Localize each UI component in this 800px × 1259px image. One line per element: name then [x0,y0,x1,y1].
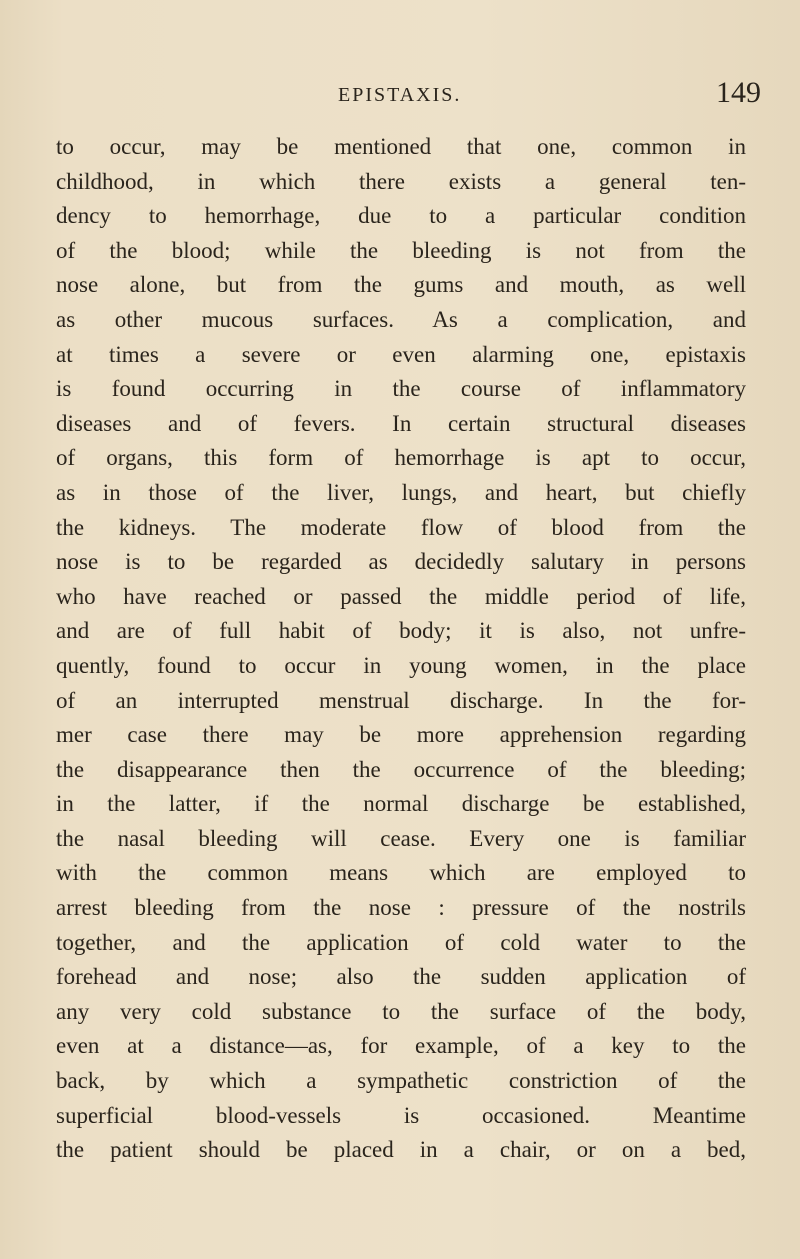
text-line: of organs, this form of hemorrhage is apt to occur, [56,445,746,471]
page-header [0,76,800,116]
page-number: 149 [716,76,761,109]
text-line: as other mucous surfaces. As a complication, and [56,306,746,332]
text-line: the patient should be placed in a chair, or on a bed, [56,1137,746,1163]
text-line: even at a distance—as, for example, of a key to the [56,1033,746,1059]
text-line: back, by which a sympathetic constriction of the [56,1068,746,1094]
text-line: nose alone, but from the gums and mouth, as well [56,272,746,298]
text-line: of an interrupted menstrual discharge. In the for- [56,687,746,713]
text-line: mer case there may be more apprehension regarding [56,722,746,748]
text-line: the kidneys. The moderate flow of blood from the [56,514,746,540]
body-text [56,130,746,1168]
text-line: the nasal bleeding will cease. Every one is familiar [56,825,746,851]
text-line: who have reached or passed the middle period of life, [56,583,746,609]
text-line: arrest bleeding from the nose : pressure of the nostrils [56,895,746,921]
text-line: the disappearance then the occurrence of the bleeding; [56,756,746,782]
text-line: at times a severe or even alarming one, epistaxis [56,341,746,367]
text-line: in the latter, if the normal discharge be established, [56,791,746,817]
text-line: childhood, in which there exists a general ten- [56,168,746,194]
text-line: forehead and nose; also the sudden application of [56,964,746,990]
text-line: together, and the application of cold water to the [56,929,746,955]
text-line: is found occurring in the course of inflammatory [56,376,746,402]
text-line: as in those of the liver, lungs, and heart, but chiefly [56,479,746,505]
text-line: and are of full habit of body; it is also, not unfre- [56,618,746,644]
text-line: any very cold substance to the surface of the body, [56,998,746,1024]
running-head: EPISTAXIS. [338,84,462,106]
text-line: dency to hemorrhage, due to a particular condition [56,203,746,229]
text-line: of the blood; while the bleeding is not from the [56,237,746,263]
text-line: quently, found to occur in young women, in the place [56,652,746,678]
text-line: diseases and of fevers. In certain structural diseases [56,410,746,436]
text-line: superficial blood-vessels is occasioned. Meantime [56,1102,746,1128]
text-line: to occur, may be mentioned that one, common in [56,134,746,159]
text-line: nose is to be regarded as decidedly salutary in persons [56,549,746,575]
text-line: with the common means which are employed to [56,860,746,886]
